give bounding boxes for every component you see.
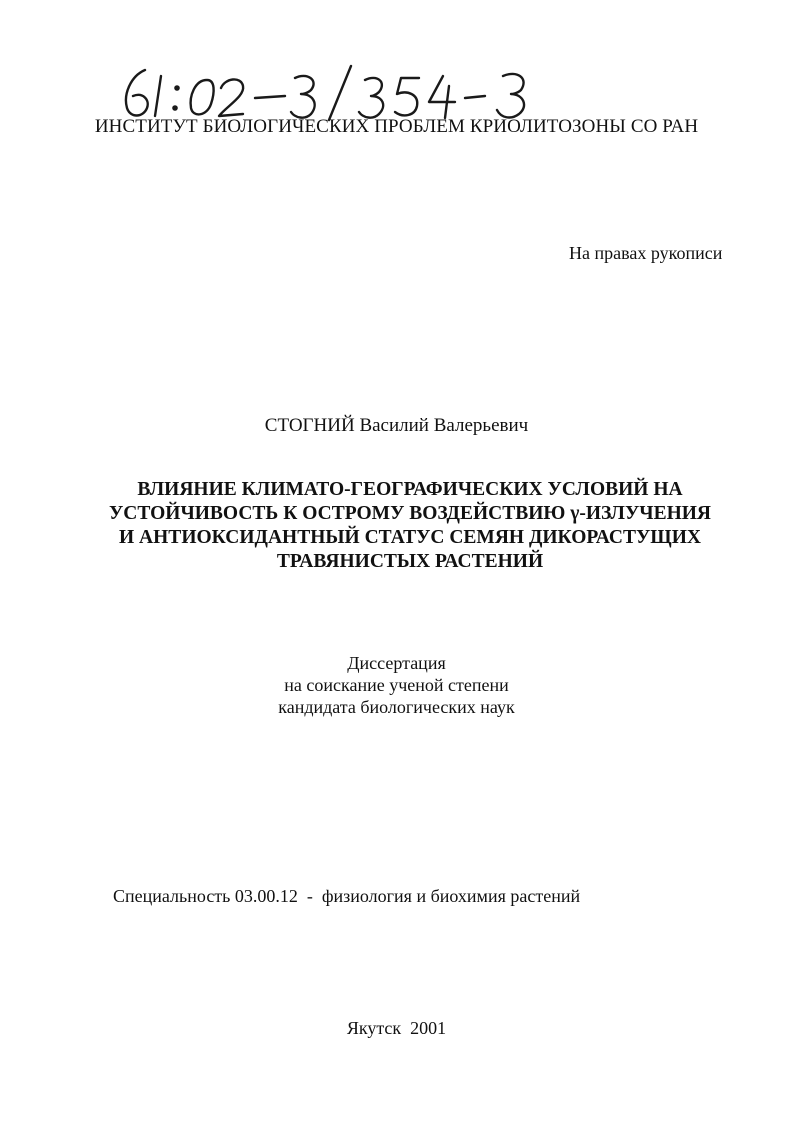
thesis-description [0,652,793,718]
thesis-line: Диссертация [347,653,446,673]
rights-note: На правах рукописи [569,243,723,263]
thesis-line: кандидата биологических наук [278,697,515,717]
institute-name: ИНСТИТУТ БИОЛОГИЧЕСКИХ ПРОБЛЕМ КРИОЛИТОЗОНЫ СО РАН [94,116,699,137]
title-line: УСТОЙЧИВОСТЬ К ОСТРОМУ ВОЗДЕЙСТВИЮ γ-ИЗЛУЧЕНИЯ [108,503,712,524]
city-year: Якутск 2001 [346,1018,447,1038]
speciality-line: Специальность 03.00.12 - физиология и биохимия растений [113,886,581,906]
title-line: И АНТИОКСИДАНТНЫЙ СТАТУС СЕМЯН ДИКОРАСТУЩИХ [119,527,701,548]
dissertation-title [100,478,720,574]
author-name: СТОГНИЙ Василий Валерьевич [264,415,529,436]
title-line: ТРАВЯНИСТЫХ РАСТЕНИЙ [276,551,544,572]
title-line: ВЛИЯНИЕ КЛИМАТО-ГЕОГРАФИЧЕСКИХ УСЛОВИЙ НА [137,479,683,500]
thesis-line: на соискание ученой степени [284,675,509,695]
handwritten-archive-code [115,62,545,124]
